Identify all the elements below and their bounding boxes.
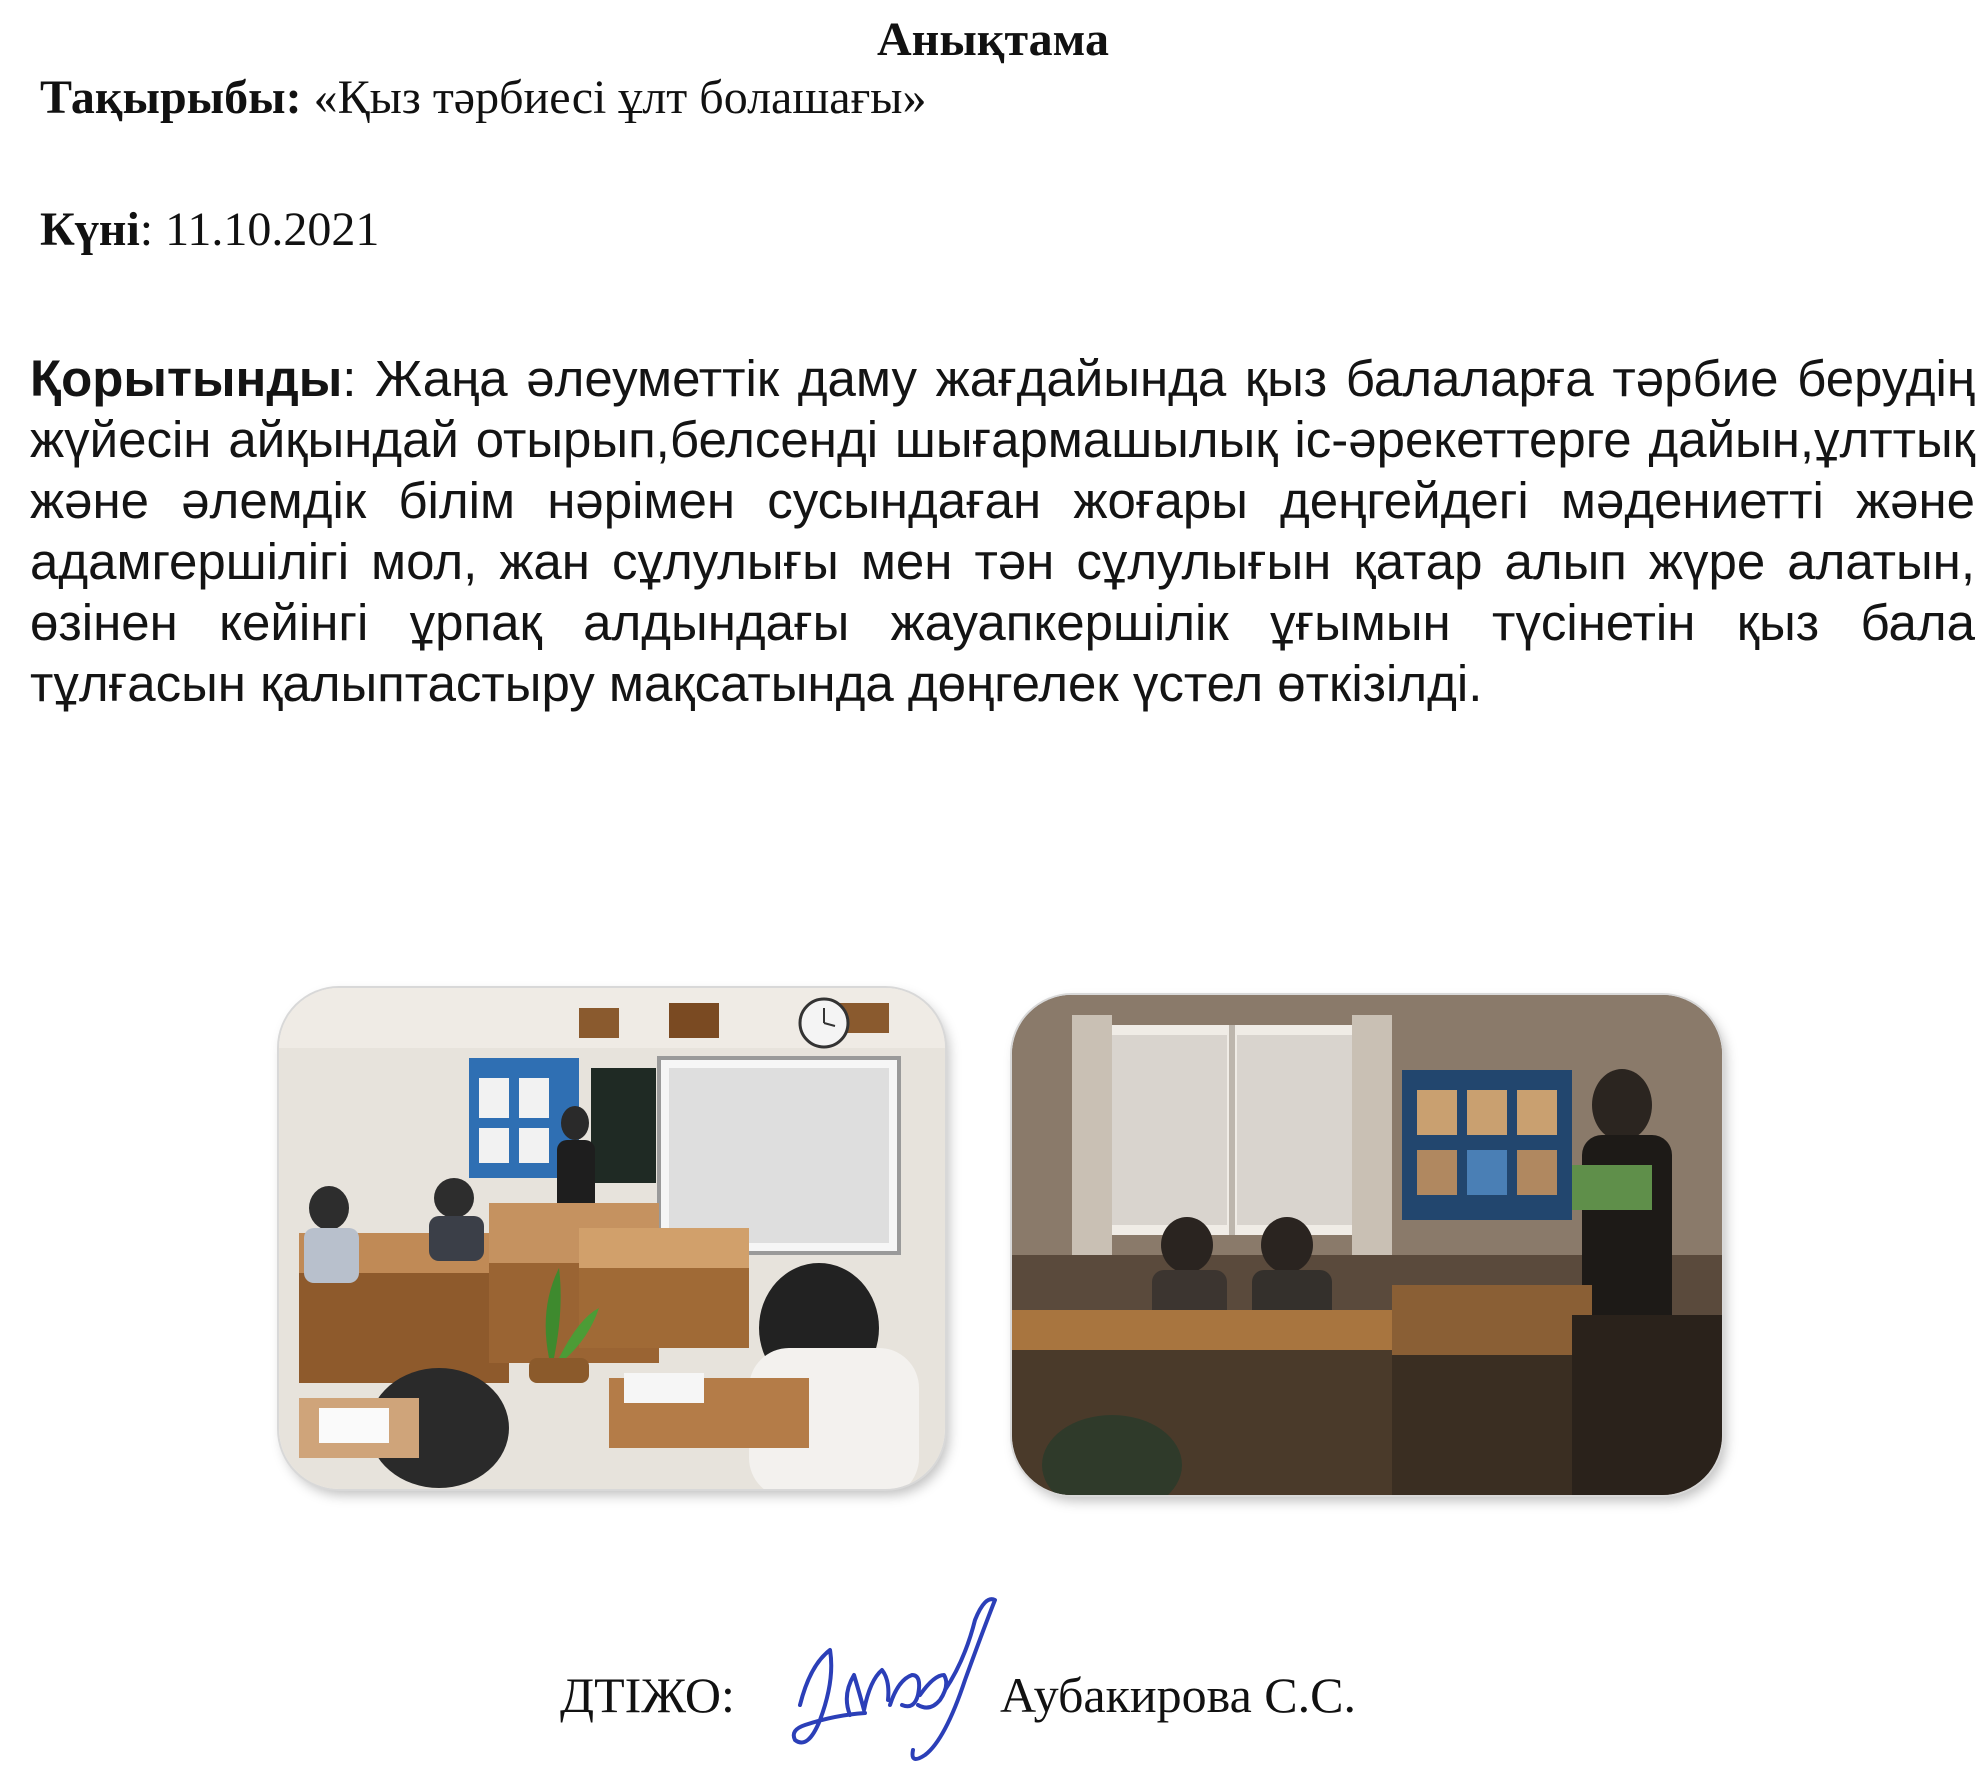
conclusion-text: : Жаңа әлеуметтік даму жағдайында қыз балаларға тәрбие берудің жүйесін айқындай отырып,белсенді шығармашылық іс-әрекеттерге дайын,ұлттық және әлемдік білім нәрімен сусындаған жоғары деңгейдегі мәдениетті және адамгершілігі мол, жан сұлулығы мен тән сұлулығын қатар алып жүре алатын, өзінен кейінгі ұрпақ алдындағы жауапкершілік ұғымын түсінетін қыз бала тұлғасын қалыптастыру мақсатында дөңгелек үстел өткізілді. [30, 350, 1975, 712]
topic-line [40, 68, 927, 128]
date-line [40, 200, 379, 260]
classroom-photo-2 [1012, 995, 1722, 1495]
handwritten-signature [780, 1595, 1010, 1775]
conclusion-paragraph [30, 348, 1975, 714]
signatory-name: Аубакирова С.С. [1000, 1667, 1356, 1723]
date-label: Күні [40, 203, 140, 256]
classroom-photo-1-image [279, 988, 945, 1489]
topic-value: «Қыз тәрбиесі ұлт болашағы» [301, 71, 927, 124]
date-value: : 11.10.2021 [139, 203, 380, 256]
topic-label: Тақырыбы: [40, 71, 302, 124]
classroom-photo-2-image [1012, 995, 1722, 1495]
signature-position-label: ДТІЖО: [560, 1667, 735, 1723]
classroom-photo-1 [279, 988, 945, 1489]
conclusion-label: Қорытынды [30, 350, 343, 407]
page-title: Анықтама [877, 13, 1109, 66]
